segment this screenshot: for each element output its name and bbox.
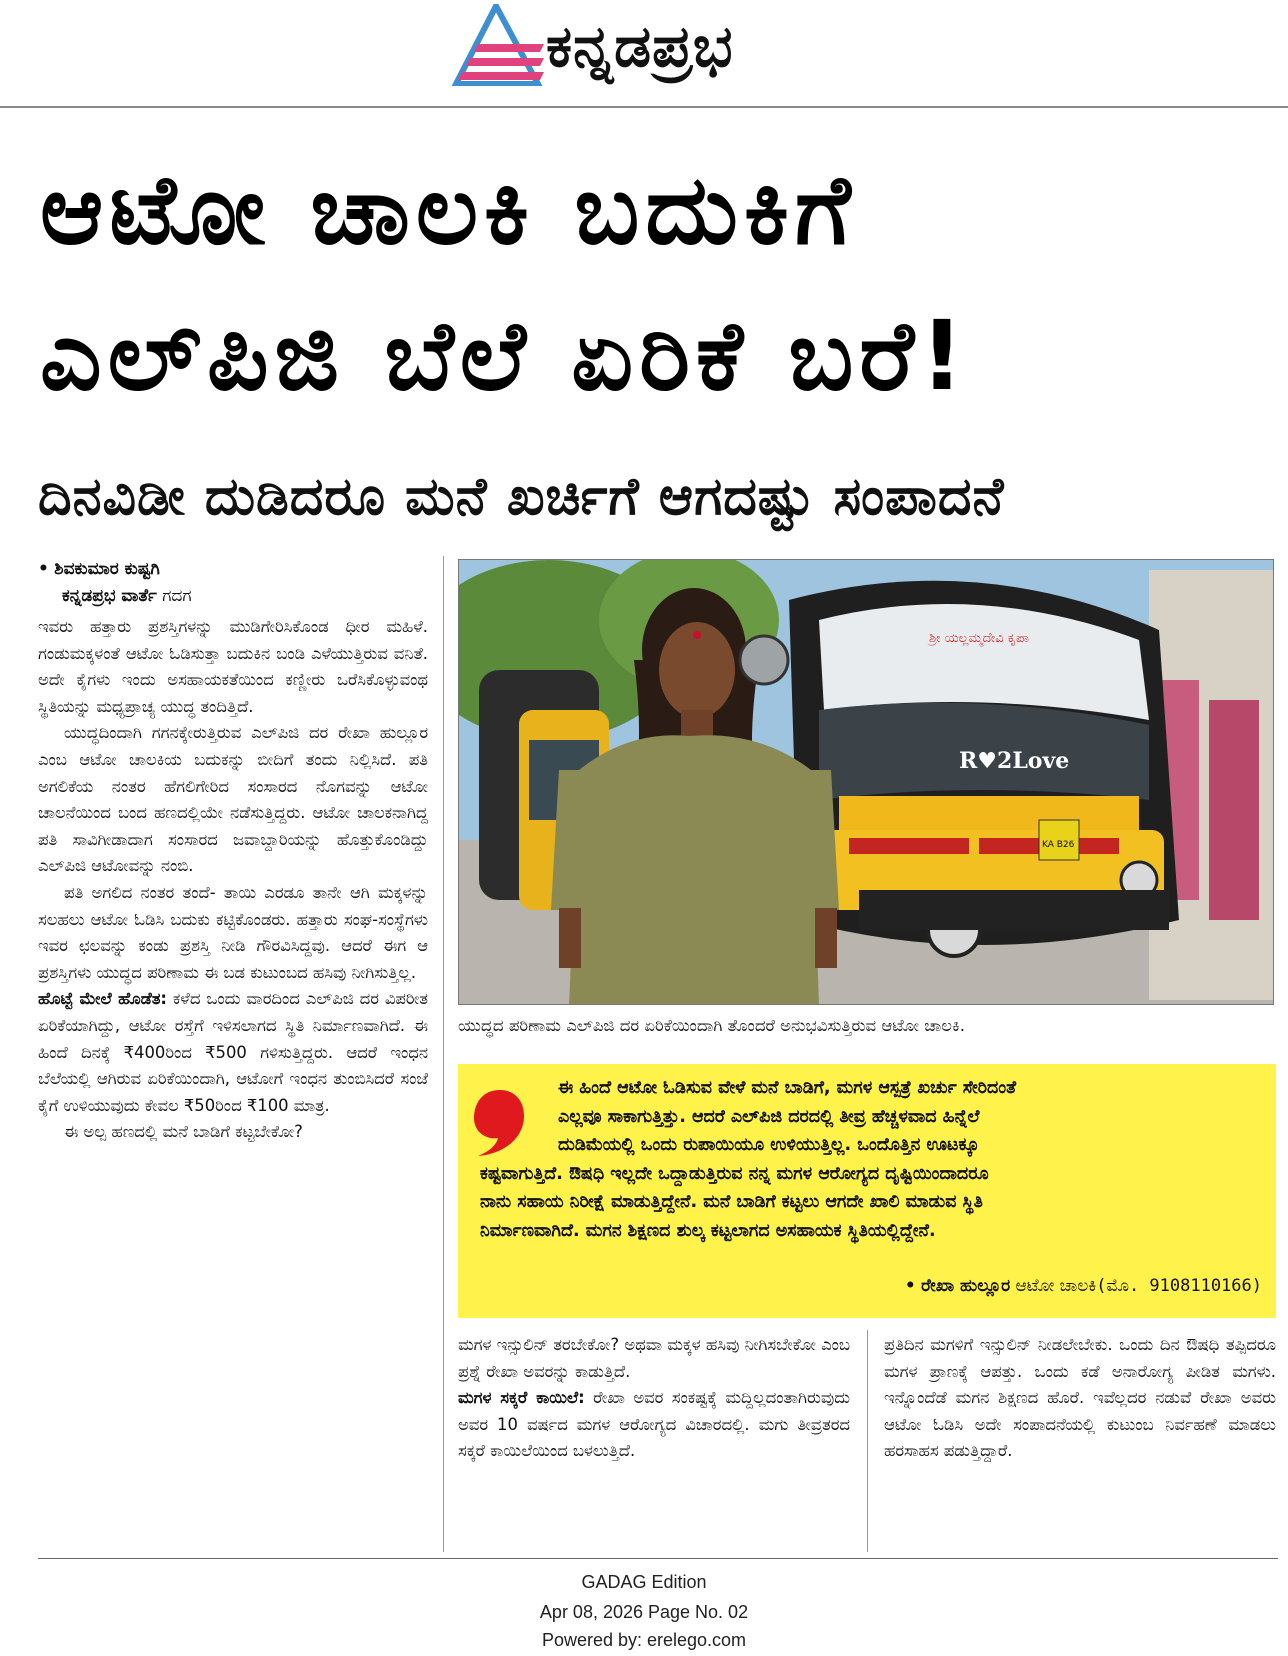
- byline-agency: ಕನ್ನಡಪ್ರಭ ವಾರ್ತೆ: [62, 586, 157, 606]
- masthead-title: ಕನ್ನಡಪ್ರಭ: [546, 12, 734, 80]
- article-column-1: [38, 614, 428, 1146]
- article-paragraph: ಇವರು ಹತ್ತಾರು ಪ್ರಶಸ್ತಿಗಳನ್ನು ಮುಡಿಗೇರಿಸಿಕೊಂಡ ಧೀರ ಮಹಿಳೆ. ಗಂಡುಮಕ್ಕಳಂತೆ ಆಟೋ ಓಡಿಸುತ್ತಾ ಬದುಕಿನ ಬಂಡಿ ಎಳೆಯುತ್ತಿರುವ ವನಿತೆ. ಅದೇ ಕೈಗಳು ಇಂದು ಅಸಹಾಯಕತೆಯಿಂದ ಕಣ್ಣೀರು ಒರೆಸಿಕೊಳ್ಳುವಂಥ ಸ್ಥಿತಿಯನ್ನು ಮಧ್ಯಪ್ರಾಚ್ಯ ಯುದ್ಧ ತಂದಿತ್ತಿದೆ.: [38, 617, 428, 716]
- quote-line: ದುಡಿಮೆಯಲ್ಲಿ ಒಂದು ರುಪಾಯಿಯೂ ಉಳಿಯುತ್ತಿಲ್ಲ. ಒಂದೊತ್ತಿನ ಊಟಕ್ಕೂ: [558, 1135, 980, 1156]
- quote-line: ಈ ಹಿಂದೆ ಆಟೋ ಓಡಿಸುವ ವೇಳೆ ಮನೆ ಬಾಡಿಗೆ, ಮಗಳ ಆಸ್ಪತ್ರೆ ಖರ್ಚು ಸೇರಿದಂತೆ: [558, 1078, 1017, 1098]
- quote-person-role: ಆಟೋ ಚಾಲಕಿ: [1015, 1276, 1097, 1296]
- subheadline: ದಿನವಿಡೀ ದುಡಿದರೂ ಮನೆ ಖರ್ಚಿಗೆ ಆಗದಷ್ಟು ಸಂಪಾದನೆ: [38, 467, 1005, 527]
- column-divider: [867, 1330, 868, 1552]
- kannadaprabha-logo-icon: [448, 4, 548, 86]
- subsection-heading: ಹೊಟ್ಟೆ ಮೇಲೆ ಹೊಡೆತ:: [38, 989, 167, 1009]
- page-bottom-rule: [38, 1558, 1278, 1559]
- byline-place: ಗದಗ: [162, 586, 192, 606]
- photo-caption: ಯುದ್ಧದ ಪರಿಣಾಮ ಎಲ್‌ಪಿಜಿ ದರ ಏರಿಕೆಯಿಂದಾಗಿ ತೊಂದರೆ ಅನುಭವಿಸುತ್ತಿರುವ ಆಟೋ ಚಾಲಕಿ.: [458, 1016, 965, 1035]
- masthead: [0, 0, 1288, 106]
- article-column-2: [458, 1332, 850, 1465]
- footer-edition: GADAG Edition: [581, 1572, 707, 1592]
- subsection-heading: ಮಗಳ ಸಕ್ಕರೆ ಕಾಯಿಲೆ:: [458, 1388, 585, 1408]
- masthead-divider: [0, 106, 1288, 108]
- article-paragraph: ಪ್ರತಿದಿನ ಮಗಳಿಗೆ ಇನ್ಸುಲಿನ್ ನೀಡಲೇಬೇಕು. ಒಂದು ದಿನ ಔಷಧಿ ತಪ್ಪಿದರೂ ಮಗಳ ಪ್ರಾಣಕ್ಕೆ ಆಪತ್ತು. ಒಂದು ಕಡೆ ಅನಾರೋಗ್ಯ ಪೀಡಿತ ಮಗಳು. ಇನ್ನೊಂದೆಡೆ ಮಗನ ಶಿಕ್ಷಣದ ಹೊರೆ. ಇವೆಲ್ಲದರ ನಡುವೆ ರೇಖಾ ಅವರು ಆಟೋ ಓಡಿಸಿ ಅದೇ ಸಂಪಾದನೆಯಲ್ಲಿ ಕುಟುಂಬ ನಿರ್ವಹಣೆ ಮಾಡಲು ಹರಸಾಹಸ ಪಡುತ್ತಿದ್ದಾರೆ.: [884, 1335, 1276, 1461]
- article-column-3: [884, 1332, 1276, 1465]
- quote-box: [458, 1064, 1276, 1318]
- byline: [38, 556, 438, 610]
- auto-driver-photo-illustration: [459, 560, 1274, 1005]
- quote-line: ಕಷ್ಟವಾಗುತ್ತಿದೆ. ಔಷಧಿ ಇಲ್ಲದೇ ಒದ್ದಾಡುತ್ತಿರುವ ನನ್ನ ಮಗಳ ಆರೋಗ್ಯದ ದೃಷ್ಟಿಯಿಂದಾದರೂ: [480, 1163, 989, 1184]
- quote-text: [480, 1074, 1260, 1246]
- column-divider: [443, 556, 444, 1552]
- article-paragraph: ಈ ಅಲ್ಪ ಹಣದಲ್ಲಿ ಮನೆ ಬಾಡಿಗೆ ಕಟ್ಟಬೇಕೋ?: [64, 1122, 303, 1142]
- news-photo: [458, 559, 1274, 1005]
- quote-person-name: ರೇಖಾ ಹುಲ್ಲೂರ: [921, 1276, 1011, 1296]
- footer-powered-by: Powered by: erelego.com: [541, 1630, 747, 1650]
- article-paragraph: ಪತಿ ಅಗಲಿದ ನಂತರ ತಂದೆ- ತಾಯಿ ಎರಡೂ ತಾನೇ ಆಗಿ ಮಕ್ಕಳನ್ನು ಸಲಹಲು ಆಟೋ ಓಡಿಸಿ ಬದುಕು ಕಟ್ಟಿಕೊಂಡರು. ಹತ್ತಾರು ಸಂಘ-ಸಂಸ್ಥೆಗಳು ಇವರ ಛಲವನ್ನು ಕಂಡು ಪ್ರಶಸ್ತಿ ನೀಡಿ ಗೌರವಿಸಿದ್ದವು. ಆದರೆ ಈಗ ಆ ಪ್ರಶಸ್ತಿಗಳು ಯುದ್ಧದ ಪರಿಣಾಮ ಈ ಬಡ ಕುಟುಂಬದ ಹಸಿವು ನೀಗಿಸುತ್ತಿಲ್ಲ.: [38, 882, 428, 982]
- article-paragraph: ರೇಖಾ ಅವರ ಸಂಕಷ್ಟಕ್ಕೆ ಮದ್ದಿಲ್ಲದಂತಾಗಿರುವುದು ಅವರ 10 ವರ್ಷದ ಮಗಳ ಆರೋಗ್ಯದ ವಿಚಾರದಲ್ಲಿ. ಮಗು ತೀವ್ರತರದ ಸಕ್ಕರೆ ಕಾಯಿಲೆಯಿಂದ ಬಳಲುತ್ತಿದೆ.: [458, 1388, 850, 1461]
- byline-bullet: •: [38, 559, 49, 579]
- quote-bullet: •: [904, 1276, 916, 1296]
- quote-line: ನಾನು ಸಹಾಯ ನಿರೀಕ್ಷೆ ಮಾಡುತ್ತಿದ್ದೇನೆ. ಮನೆ ಬಾಡಿಗೆ ಕಟ್ಟಲು ಆಗದೇ ಖಾಲಿ ಮಾಡುವ ಸ್ಥಿತಿ: [480, 1192, 983, 1213]
- headline-line-2: ಎಲ್‌ಪಿಜಿ ಬೆಲೆ ಏರಿಕೆ ಬರೆ!: [40, 300, 970, 412]
- footer-date-page: Apr 08, 2026 Page No. 02: [539, 1602, 749, 1622]
- headline-line-1: ಆಟೋ ಚಾಲಕಿ ಬದುಕಿಗೆ: [40, 154, 857, 266]
- quote-line: ಎಲ್ಲವೂ ಸಾಕಾಗುತ್ತಿತ್ತು. ಆದರೆ ಎಲ್‌ಪಿಜಿ ದರದಲ್ಲಿ ತೀವ್ರ ಹೆಚ್ಚಳವಾದ ಹಿನ್ನೆಲೆ: [558, 1106, 980, 1127]
- quote-person-phone: (ಮೊ. 9108110166): [1096, 1276, 1262, 1296]
- byline-author: ಶಿವಕುಮಾರ ಕುಷ್ಟಗಿ: [54, 559, 160, 579]
- article-paragraph: ಯುದ್ಧದಿಂದಾಗಿ ಗಗನಕ್ಕೇರುತ್ತಿರುವ ಎಲ್‌ಪಿಜಿ ದರ ರೇಖಾ ಹುಲ್ಲೂರ ಎಂಬ ಆಟೋ ಚಾಲಕಿಯ ಬದುಕನ್ನು ಬೀದಿಗೆ ತಂದು ನಿಲ್ಲಿಸಿದೆ. ಪತಿ ಅಗಲಿಕೆಯ ನಂತರ ಹೆಗಲಿಗೇರಿದ ಸಂಸಾರದ ನೊಗವನ್ನು ಆಟೋ ಚಾಲನೆಯಿಂದ ಬಂದ ಹಣದಲ್ಲಿಯೇ ನಡೆಸುತ್ತಿದ್ದರು. ಆಟೋ ಚಾಲಕನಾಗಿದ್ದ ಪತಿ ಸಾವಿಗೀಡಾದಾಗ ಸಂಸಾರದ ಜವಾಬ್ದಾರಿಯನ್ನು ಹೊತ್ತುಕೊಂಡಿದ್ದು ಎಲ್‌ಪಿಜಿ ಆಟೋವನ್ನು ನಂಬಿ.: [38, 723, 428, 876]
- article-paragraph: ಕಳೆದ ಒಂದು ವಾರದಿಂದ ಎಲ್‌ಪಿಜಿ ದರ ವಿಪರೀತ ಏರಿಕೆಯಾಗಿದ್ದು, ಆಟೋ ರಸ್ತೆಗೆ ಇಳಿಸಲಾಗದ ಸ್ಥಿತಿ ನಿರ್ಮಾಣವಾಗಿದೆ. ಈ ಹಿಂದೆ ದಿನಕ್ಕೆ ₹400ರಿಂದ ₹500 ಗಳಿಸುತ್ತಿದ್ದರು. ಆದರೆ ಇಂಧನ ಬೆಲೆಯಲ್ಲಿ ಆಗಿರುವ ಏರಿಕೆಯಿಂದಾಗಿ, ಆಟೋಗೆ ಇಂಧನ ತುಂಬಿಸಿದರೆ ಸಂಜೆ ಕೈಗೆ ಉಳಿಯುವುದು ಕೇವಲ ₹50ರಿಂದ ₹100 ಮಾತ್ರ.: [38, 989, 428, 1115]
- article-paragraph: ಮಗಳ ಇನ್ಸುಲಿನ್ ತರಬೇಕೋ? ಅಥವಾ ಮಕ್ಕಳ ಹಸಿವು ನೀಗಿಸಬೇಕೋ ಎಂಬ ಪ್ರಶ್ನೆ ರೇಖಾ ಅವರನ್ನು ಕಾಡುತ್ತಿದೆ.: [458, 1335, 850, 1381]
- quote-attribution: [905, 1276, 1262, 1296]
- quote-line: ನಿರ್ಮಾಣವಾಗಿದೆ. ಮಗನ ಶಿಕ್ಷಣದ ಶುಲ್ಕ ಕಟ್ಟಲಾಗದ ಅಸಹಾಯಕ ಸ್ಥಿತಿಯಲ್ಲಿದ್ದೇನೆ.: [480, 1220, 936, 1241]
- windshield-banner: ಶ್ರೀ ಯಲ್ಲಮ್ಮದೇವಿ ಕೃಪಾ: [929, 631, 1029, 646]
- windshield-sticker: R♥2Love: [959, 748, 1070, 774]
- number-plate: KA B26: [1042, 840, 1075, 850]
